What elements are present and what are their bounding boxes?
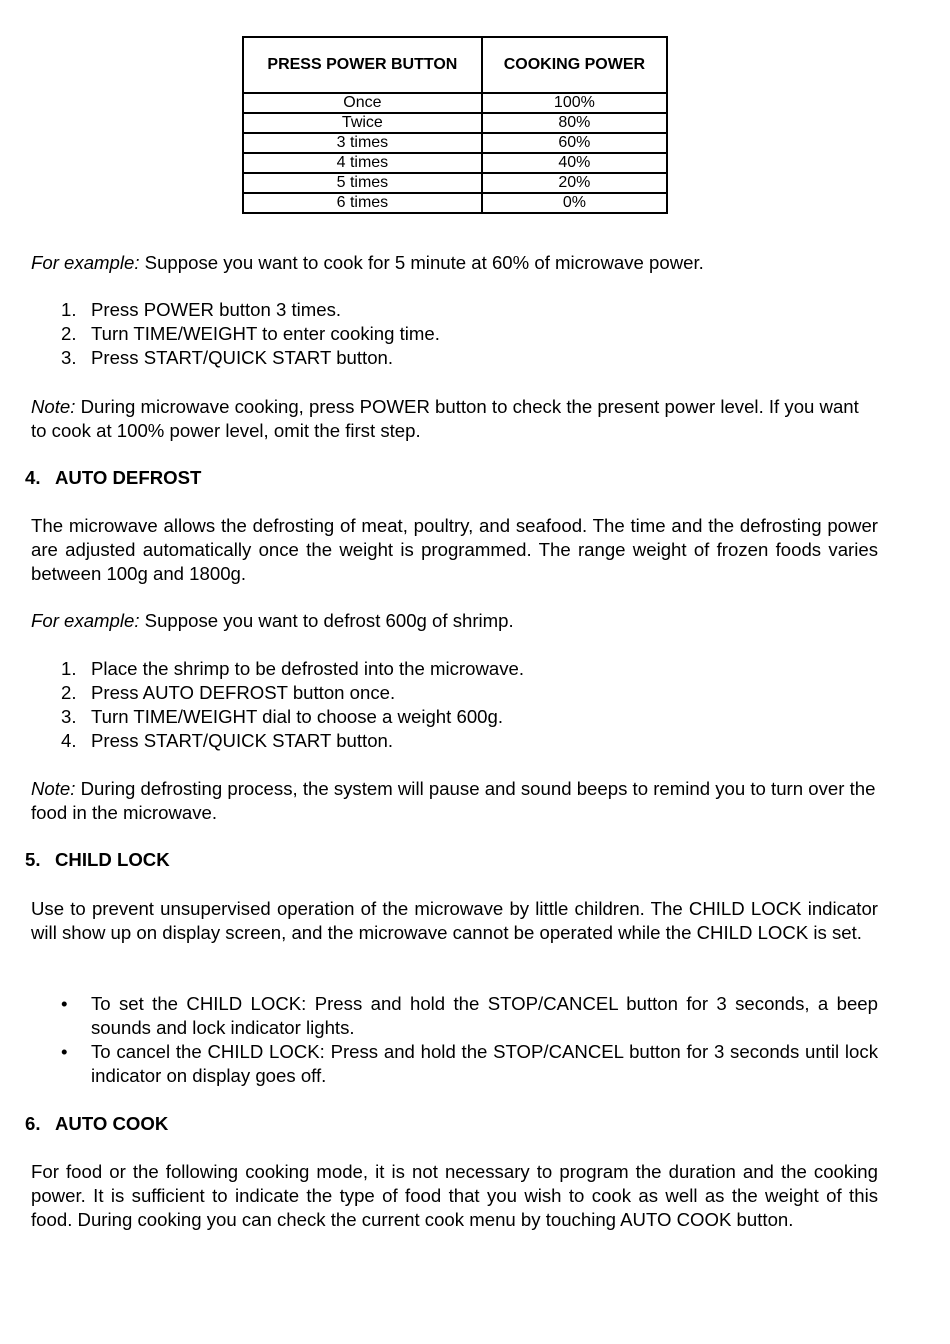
- table-row: [243, 93, 667, 113]
- step-number: 3.: [61, 347, 77, 368]
- bullet-text: To set the CHILD LOCK: Press and hold the STOP/CANCEL button for 3 seconds, a beep sounds and lock indicator lights.: [91, 993, 878, 1038]
- power-example: [31, 251, 878, 275]
- power-value-cell: 100%: [482, 93, 667, 113]
- example-text: Suppose you want to cook for 5 minute at 60% of microwave power.: [139, 252, 704, 273]
- step-number: 4.: [61, 730, 77, 751]
- press-count-cell: 4 times: [243, 153, 482, 173]
- auto-defrost-example: [31, 609, 878, 633]
- list-item: [31, 705, 878, 729]
- power-value-cell: 0%: [482, 193, 667, 213]
- section-number: 6.: [25, 1113, 41, 1134]
- power-level-table: [242, 36, 668, 214]
- table-row: [243, 193, 667, 213]
- press-count-cell: 6 times: [243, 193, 482, 213]
- section-title: AUTO DEFROST: [55, 467, 202, 488]
- auto-defrost-description: The microwave allows the defrosting of meat, poultry, and seafood. The time and the defrosting power are adjusted automatically once the weight is programmed. The range weight of frozen foods varies between 100g and 1800g.: [31, 515, 878, 584]
- list-item: [31, 1040, 878, 1088]
- table-row: [243, 153, 667, 173]
- example-label: For example:: [31, 252, 140, 273]
- section-title: CHILD LOCK: [55, 849, 170, 870]
- power-value-cell: 20%: [482, 173, 667, 193]
- auto-cook-description: For food or the following cooking mode, it is not necessary to program the duration and the cooking power. It is sufficient to indicate the type of food that you wish to cook as well as the weight of this food. During cooking you can check the current cook menu by touching AUTO COOK button.: [31, 1161, 878, 1230]
- step-number: 1.: [61, 658, 77, 679]
- power-value-cell: 80%: [482, 113, 667, 133]
- table-row: [243, 133, 667, 153]
- list-item: [31, 322, 878, 346]
- press-count-cell: Twice: [243, 113, 482, 133]
- header-press-power-button: PRESS POWER BUTTON: [243, 37, 482, 93]
- step-text: Turn TIME/WEIGHT to enter cooking time.: [91, 323, 440, 344]
- table-row: [243, 173, 667, 193]
- child-lock-bullet-list: [31, 992, 878, 1088]
- bullet-icon: •: [61, 1041, 68, 1062]
- power-value-cell: 40%: [482, 153, 667, 173]
- step-number: 3.: [61, 706, 77, 727]
- header-cooking-power: COOKING POWER: [482, 37, 667, 93]
- child-lock-description: Use to prevent unsupervised operation of the microwave by little children. The CHILD LOCK indicator will show up on display screen, and the microwave cannot be operated while the CHILD LOCK is set.: [31, 898, 878, 943]
- step-text: Press START/QUICK START button.: [91, 347, 394, 368]
- section-heading-auto-defrost: [25, 466, 201, 490]
- section-number: 5.: [25, 849, 41, 870]
- example-text: Suppose you want to defrost 600g of shrimp.: [139, 610, 514, 631]
- section-heading-child-lock: [25, 848, 170, 872]
- note-text: During microwave cooking, press POWER button to check the present power level. If you want to cook at 100% power level, omit the first step.: [31, 396, 859, 441]
- note-text: During defrosting process, the system will pause and sound beeps to remind you to turn over the food in the microwave.: [31, 778, 876, 823]
- step-number: 2.: [61, 682, 77, 703]
- step-text: Press START/QUICK START button.: [91, 730, 394, 751]
- note-label: Note:: [31, 396, 76, 417]
- section-title: AUTO COOK: [55, 1113, 169, 1134]
- list-item: [31, 681, 878, 705]
- table-header-row: [243, 37, 667, 93]
- power-steps-list: [31, 298, 878, 370]
- power-value-cell: 60%: [482, 133, 667, 153]
- step-text: Turn TIME/WEIGHT dial to choose a weight 600g.: [91, 706, 504, 727]
- list-item: [31, 346, 878, 370]
- step-text: Place the shrimp to be defrosted into the microwave.: [91, 658, 525, 679]
- power-note: [31, 395, 878, 443]
- auto-defrost-steps-list: [31, 657, 878, 753]
- example-label: For example:: [31, 610, 140, 631]
- note-label: Note:: [31, 778, 76, 799]
- table-row: [243, 113, 667, 133]
- list-item: [31, 729, 878, 753]
- section-number: 4.: [25, 467, 41, 488]
- list-item: [31, 657, 878, 681]
- auto-defrost-note: [31, 777, 878, 825]
- step-number: 1.: [61, 299, 77, 320]
- press-count-cell: Once: [243, 93, 482, 113]
- step-text: Press POWER button 3 times.: [91, 299, 342, 320]
- bullet-icon: •: [61, 993, 68, 1014]
- press-count-cell: 3 times: [243, 133, 482, 153]
- list-item: [31, 298, 878, 322]
- step-number: 2.: [61, 323, 77, 344]
- step-text: Press AUTO DEFROST button once.: [91, 682, 396, 703]
- bullet-text: To cancel the CHILD LOCK: Press and hold the STOP/CANCEL button for 3 seconds until lock indicator on display goes off.: [91, 1041, 878, 1086]
- section-heading-auto-cook: [25, 1112, 168, 1136]
- press-count-cell: 5 times: [243, 173, 482, 193]
- list-item: [31, 992, 878, 1040]
